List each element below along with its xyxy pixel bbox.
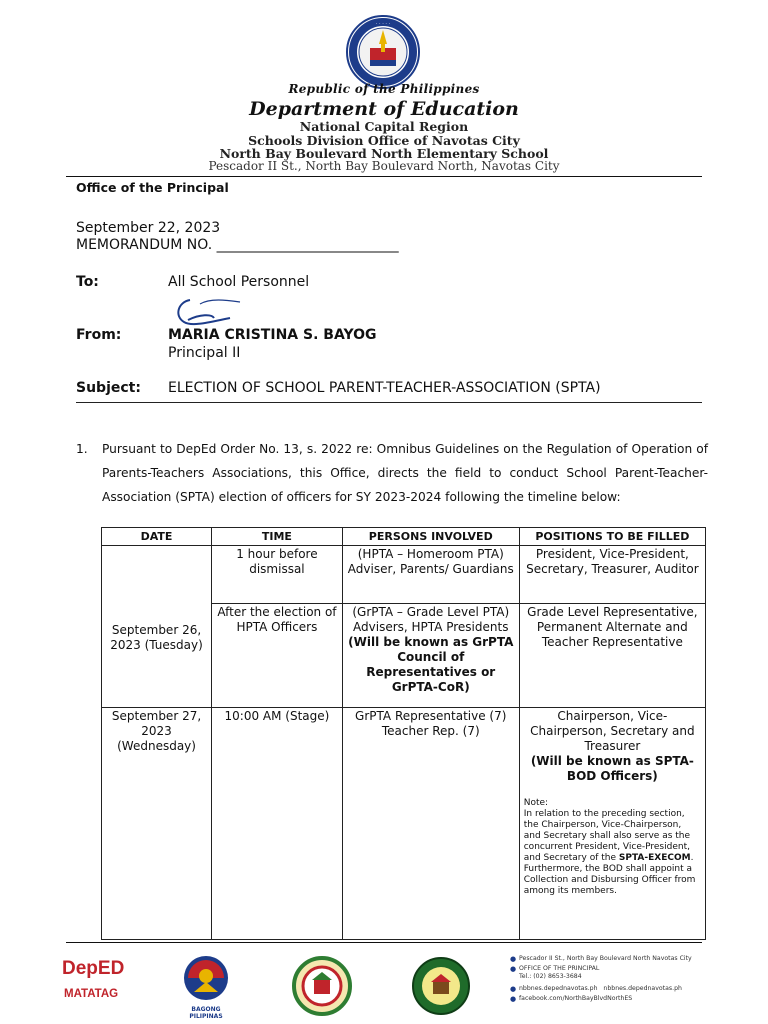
header-time: TIME	[212, 528, 343, 546]
table-row	[102, 708, 706, 940]
from-name: MARIA CRISTINA S. BAYOG	[168, 327, 377, 343]
from-label: From:	[76, 327, 122, 343]
persons-text: (GrPTA – Grade Level PTA) Advisers, HPTA Presidents	[352, 605, 510, 634]
note-block	[524, 798, 701, 897]
subject-label: Subject:	[76, 380, 141, 396]
cell-positions: Grade Level Representative, Permanent Alternate and Teacher Representative	[519, 604, 705, 708]
subject-divider	[76, 402, 702, 403]
paragraph-text: Pursuant to DepEd Order No. 13, s. 2022 re: Omnibus Guidelines on the Regulation of Operation of Parents-Teachers Associations, this Office, directs the field to conduct School Parent-Teacher-Association (SPTA) election of officers for SY 2023-2024 following the timeline below:	[102, 442, 708, 504]
office-label: Office of the Principal	[76, 180, 229, 195]
signature	[170, 292, 260, 330]
school-heading: North Bay Boulevard North Elementary School	[219, 146, 549, 161]
cell-time: 10:00 AM (Stage)	[212, 708, 343, 940]
header-divider	[66, 176, 702, 177]
facebook-icon: ●	[510, 995, 517, 1003]
cell-positions	[519, 708, 705, 940]
memo-number: MEMORANDUM NO. __________________________	[76, 237, 399, 253]
table-row	[102, 546, 706, 604]
schedule-table	[101, 527, 706, 940]
footer-divider	[66, 942, 702, 943]
cell-time: After the election of HPTA Officers	[212, 604, 343, 708]
department-heading: Department of Education	[249, 98, 519, 120]
email-2: nbbnes.depednavotas.ph	[603, 985, 682, 992]
header-positions: POSITIONS TO BE FILLED	[519, 528, 705, 546]
cell-time: 1 hour before dismissal	[212, 546, 343, 604]
subject-value: ELECTION OF SCHOOL PARENT-TEACHER-ASSOCIATION (SPTA)	[168, 380, 601, 396]
note-bold: SPTA-EXECOM	[618, 853, 691, 863]
header-persons: PERSONS INVOLVED	[342, 528, 519, 546]
cell-persons: (HPTA – Homeroom PTA) Adviser, Parents/ Guardians	[342, 546, 519, 604]
memo-date: September 22, 2023	[76, 220, 221, 236]
cell-persons: GrPTA Representative (7) Teacher Rep. (7)	[342, 708, 519, 940]
contact-address: ● Pescador II St., North Bay Boulevard North Navotas City	[510, 955, 692, 963]
phone-icon: ●	[510, 965, 517, 973]
region-heading: National Capital Region	[299, 119, 469, 134]
to-value: All School Personnel	[168, 274, 310, 290]
item-number: 1.	[76, 442, 88, 456]
school-seal	[411, 956, 471, 1016]
contact-facebook: ● facebook.com/NorthBayBlvdNorthES	[510, 995, 633, 1003]
deped-logo	[62, 958, 128, 1018]
note-label: Note:	[523, 798, 549, 808]
deped-logo-text: DepED	[62, 958, 125, 979]
persons-bold: (Will be known as GrPTA Council of Representatives or GrPTA-CoR)	[348, 635, 514, 694]
location-icon: ●	[510, 955, 517, 963]
to-label: To:	[76, 274, 99, 290]
contact-emails: ● nbbnes.depednavotas.ph nbbnes.depednavotas.ph	[510, 985, 682, 993]
positions-text: Chairperson, Vice-Chairperson, Secretary and Treasurer	[530, 709, 695, 753]
from-title: Principal II	[168, 345, 241, 361]
table-header-row	[102, 528, 706, 546]
note-text-1: In relation to the preceding section, the Chairperson, Vice-Chairperson, and Secretary shall also serve as the concurrent President, Vice-President, and Secretary of the	[523, 809, 691, 863]
bagong-pilipinas-caption: BAGONG PILIPINAS	[189, 1006, 223, 1020]
bagong-pilipinas-logo	[174, 952, 238, 1020]
email-icon: ●	[510, 985, 517, 993]
note-text-2: . Furthermore, the BOD shall appoint a Collection and Disbursing Officer from among its members.	[523, 853, 696, 896]
cell-persons	[342, 604, 519, 708]
republic-heading: Republic of the Philippines	[288, 82, 480, 96]
matatag-text: MATATAG	[64, 988, 119, 1000]
cell-date-sep26: September 26, 2023 (Tuesday)	[102, 546, 212, 708]
deped-seal	[345, 14, 421, 90]
cell-date-sep27: September 27, 2023 (Wednesday)	[102, 708, 212, 940]
division-heading: Schools Division Office of Navotas City	[248, 133, 520, 148]
header-date: DATE	[102, 528, 212, 546]
paragraph-1	[76, 437, 708, 509]
bagong-pilipinas-emblem	[174, 952, 238, 1006]
division-seal	[292, 956, 352, 1016]
svg-text:· · · · ·: · · · · ·	[375, 21, 391, 27]
footer-contact	[510, 955, 710, 1003]
cell-positions: President, Vice-President, Secretary, Treasurer, Auditor	[519, 546, 705, 604]
school-address: Pescador II St., North Bay Boulevard North, Navotas City	[208, 159, 560, 173]
positions-bold: (Will be known as SPTA-BOD Officers)	[530, 754, 694, 783]
contact-office: ● OFFICE OF THE PRINCIPAL Tel.: (02) 8653-3684	[510, 965, 600, 980]
